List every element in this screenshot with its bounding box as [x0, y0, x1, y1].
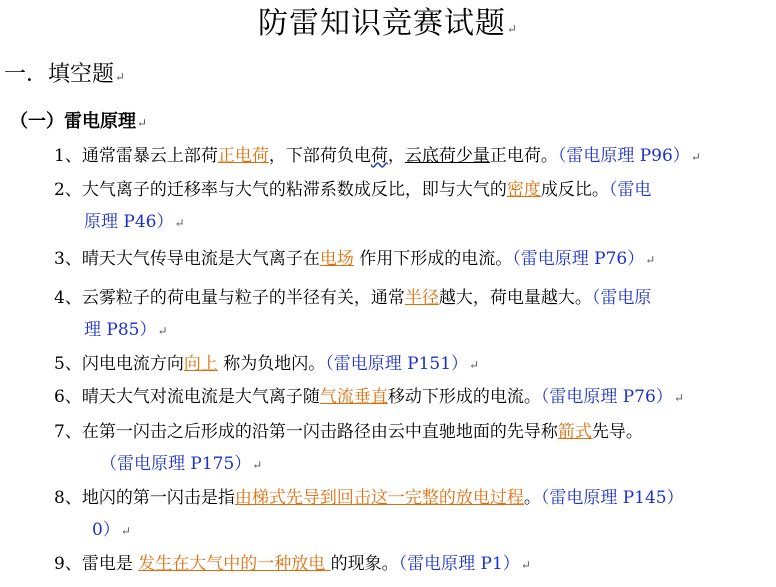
paragraph-mark: ↵ [520, 558, 531, 572]
reference: （雷电原理 P151） [325, 354, 469, 374]
question-number: 1、 [54, 146, 82, 166]
spellcheck-mark: 荷 [370, 146, 388, 166]
question-number: 6、 [54, 387, 82, 407]
question-4: 4、云雾粒子的荷电量与粒子的半径有关，通常半径越大，荷电量越大。（雷电原 理 P85）↵ [54, 288, 652, 340]
answer-blank: 气流垂直 [319, 387, 388, 407]
reference-continued: 原理 P46） [84, 212, 174, 232]
section-heading: 一．填空题↵ [4, 62, 126, 87]
paragraph-mark: ↵ [157, 324, 168, 338]
question-2: 2、大气离子的迁移率与大气的粘滞系数成反比，即与大气的密度成反比。（雷电 原理 P46）↵ [54, 180, 652, 232]
reference: （雷电原理 P145） [540, 488, 684, 508]
paragraph-mark: ↵ [115, 70, 126, 84]
underlined-phrase: 云底荷少量 [404, 146, 490, 166]
reference: （雷电原理 P76） [512, 249, 645, 269]
paragraph-mark: ↵ [690, 150, 701, 164]
answer-blank: 由梯式先导到回击这一完整的放电过程 [234, 488, 524, 508]
question-7: 7、在第一闪击之后形成的沿第一闪击路径由云中直驰地面的先导称箭式先导。 （雷电原理 P175）↵ [54, 422, 643, 474]
paragraph-mark: ↵ [469, 358, 480, 372]
paragraph-mark: ↵ [120, 524, 131, 538]
reference: （雷电原 [591, 288, 652, 308]
reference-continued: 0） [92, 520, 120, 540]
answer-blank: 电场 [319, 249, 354, 269]
answer-blank: 向上 [183, 354, 218, 374]
paragraph-mark: ↵ [506, 22, 519, 36]
question-3: 3、晴天大气传导电流是大气离子在电场 作用下形成的电流。（雷电原理 P76）↵ [54, 249, 656, 269]
answer-blank: 箭式 [557, 422, 592, 442]
reference: （雷电 [608, 180, 652, 200]
answer-blank: 半径 [404, 288, 439, 308]
question-8: 8、地闪的第一闪击是指由梯式先导到回击这一完整的放电过程。（雷电原理 P145） 0）↵ [54, 488, 684, 540]
question-number: 4、 [54, 288, 82, 308]
question-1: 1、通常雷暴云上部荷正电荷，下部荷负电荷，云底荷少量正电荷。（雷电原理 P96）↵ [54, 146, 701, 166]
question-number: 5、 [54, 354, 82, 374]
reference: （雷电原理 P96） [557, 146, 690, 166]
question-number: 7、 [54, 422, 82, 442]
question-6: 6、晴天大气对流电流是大气离子随气流垂直移动下形成的电流。（雷电原理 P76）↵ [54, 387, 684, 407]
reference: （雷电原理 P76） [540, 387, 673, 407]
answer-blank: 密度 [506, 180, 541, 200]
reference: （雷电原理 P1） [398, 554, 520, 574]
question-9: 9、雷电是 发生在大气中的一种放电 的现象。（雷电原理 P1）↵ [54, 554, 531, 574]
question-number: 3、 [54, 249, 82, 269]
question-5: 5、闪电电流方向向上 称为负地闪。（雷电原理 P151）↵ [54, 354, 480, 374]
subsection-heading: （一）雷电原理↵ [10, 111, 148, 132]
reference-continued: 理 P85） [84, 320, 157, 340]
paragraph-mark: ↵ [174, 216, 185, 230]
answer-blank: 发生在大气中的一种放电 [138, 554, 331, 574]
paragraph-mark: ↵ [252, 458, 263, 472]
paragraph-mark: ↵ [673, 391, 684, 405]
document-title: 防雷知识竞赛试题↵ [257, 6, 519, 41]
answer-blank: 正电荷 [217, 146, 269, 166]
question-number: 9、 [54, 554, 82, 574]
paragraph-mark: ↵ [137, 116, 148, 130]
question-number: 2、 [54, 180, 82, 200]
question-number: 8、 [54, 488, 82, 508]
paragraph-mark: ↵ [645, 253, 656, 267]
reference: （雷电原理 P175） [100, 454, 252, 474]
